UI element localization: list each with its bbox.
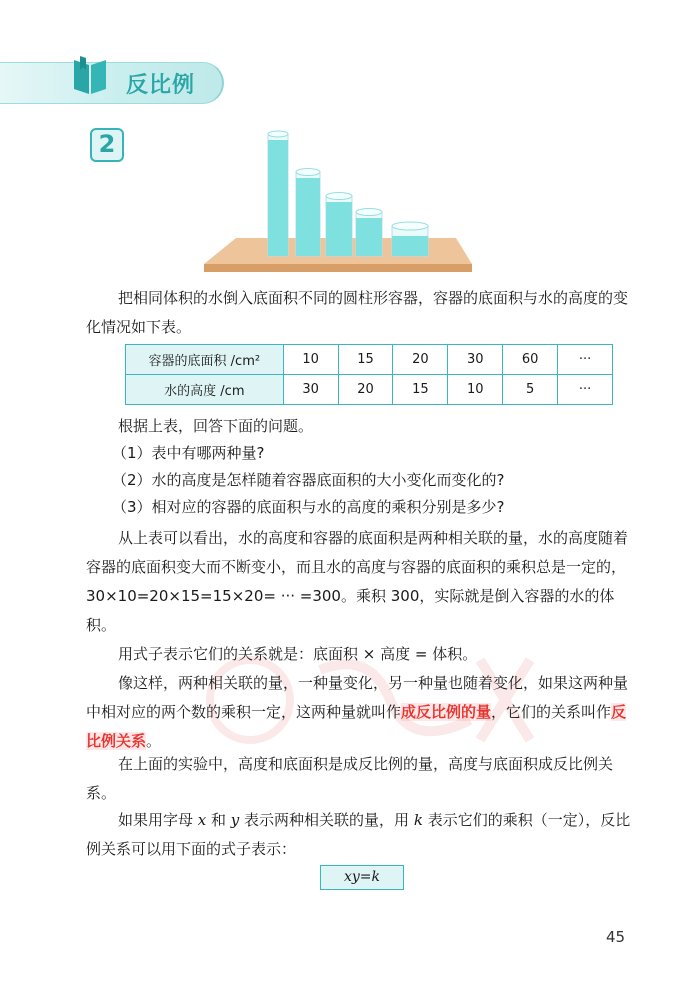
table-cell: 10: [448, 375, 503, 405]
term-inverse-proportion: 反比例关系: [86, 703, 627, 750]
table-cell: ···: [558, 345, 613, 375]
table-row: [126, 345, 613, 375]
formula-box: [320, 865, 404, 890]
relation-paragraph: 用式子表示它们的关系就是：底面积 × 高度 = 体积。: [118, 645, 478, 663]
table-cell: 30: [448, 345, 503, 375]
cylinder-4: [356, 209, 382, 257]
question-1: （1）表中有哪两种量?: [112, 444, 265, 462]
cylinders-illustration: [196, 126, 478, 282]
var-k: k: [413, 811, 423, 829]
book-icon: [72, 56, 108, 96]
experiment-paragraph: 在上面的实验中，高度和底面积是成反比例的量，高度与底面积成反比例关系。: [86, 755, 614, 802]
formula-k: k: [371, 869, 381, 885]
letters-text-2: 和: [206, 811, 231, 829]
prompt-text: 根据上表，回答下面的问题。: [118, 417, 314, 435]
question-3: （3）相对应的容器的底面积与水的高度的乘积分别是多少?: [112, 498, 505, 516]
definition-text-3: 。: [146, 732, 162, 750]
table-row: [126, 375, 613, 405]
table-cell: 20: [338, 375, 393, 405]
shelf-front: [204, 264, 472, 272]
explanation-paragraph: 从上表可以看出，水的高度和容器的底面积是两种相关联的量，水的高度随着容器的底面积变大而不断变小，而且水的高度与容器的底面积的乘积总是一定的，30×10=20×15=15×20= ··· =300。乘积 300，实际就是倒入容器的水的体积。: [86, 529, 629, 634]
table-row-label: 容器的底面积 /cm²: [126, 345, 284, 375]
cylinder-2: [296, 169, 320, 257]
table-cell: 20: [393, 345, 448, 375]
cylinder-5: [392, 222, 428, 256]
question-2: （2）水的高度是怎样随着容器底面积的大小变化而变化的?: [112, 471, 505, 489]
section-title: 反比例: [126, 73, 196, 98]
table-cell: 15: [393, 375, 448, 405]
formula-xy: xy: [343, 869, 360, 885]
table-cell: 60: [503, 345, 558, 375]
intro-paragraph: 把相同体积的水倒入底面积不同的圆柱形容器，容器的底面积与水的高度的变化情况如下表。: [86, 289, 629, 336]
term-inverse-proportional-quantities: 成反比例的量: [401, 703, 492, 721]
problem-number: 2: [90, 128, 124, 162]
definition-paragraph: [86, 669, 641, 756]
table-cell: 5: [503, 375, 558, 405]
table-cell: 10: [283, 345, 338, 375]
table-cell: 15: [338, 345, 393, 375]
var-y: y: [230, 811, 240, 829]
letters-text-3: 表示两种相关联的量，用: [239, 811, 414, 829]
var-x: x: [197, 811, 207, 829]
cylinder-3: [326, 193, 352, 257]
page-number: 45: [606, 928, 626, 946]
definition-text-2: ，它们的关系叫作: [491, 703, 612, 721]
letters-text-1: 如果用字母: [118, 811, 198, 829]
definition-text-1: 像这样，两种相关联的量，一种量变化，另一种量也随着变化，如果这两种量中相对应的两个数的乘积一定，这两种量就叫作: [86, 674, 629, 721]
cylinder-1: [268, 131, 288, 256]
table-cell: 30: [283, 375, 338, 405]
letters-paragraph: [86, 806, 641, 864]
table-cell: ···: [558, 375, 613, 405]
table-row-label: 水的高度 /cm: [126, 375, 284, 405]
data-table: [125, 344, 613, 405]
letters-text-4: 表示它们的乘积（一定），反比例关系可以用下面的式子表示：: [86, 811, 631, 858]
formula-equals: =: [359, 869, 372, 885]
